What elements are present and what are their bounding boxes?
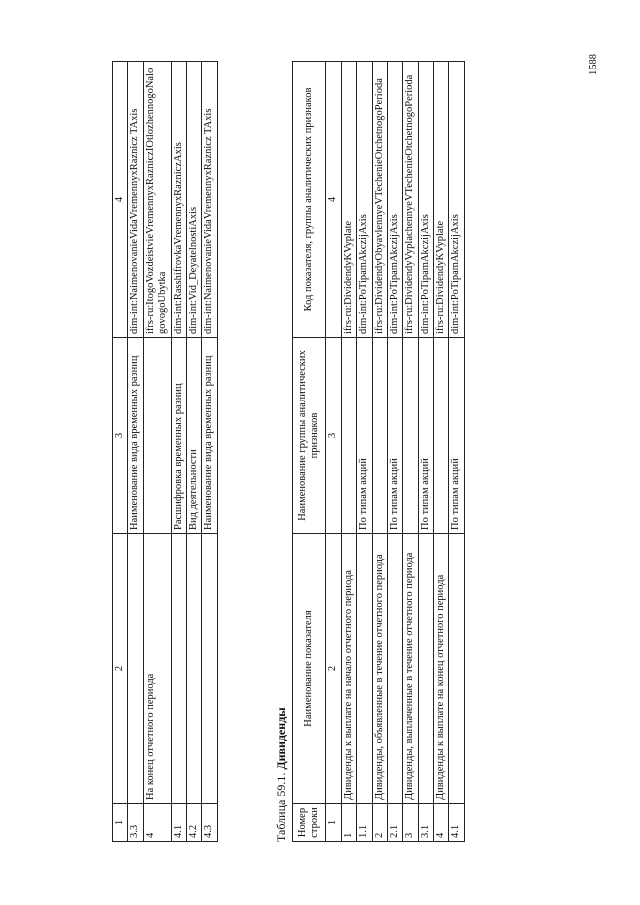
group-name (143, 338, 171, 534)
dividends-table (292, 61, 465, 842)
indicator-code: ifrs-ru:DividendyVyplachennyeVTechenieOtchetnogoPerioda (403, 62, 418, 338)
table-row (202, 62, 217, 842)
header-group-name: Наименование группы аналитических признаков (292, 338, 326, 534)
indicator-code: dim-int:NaimenovanieVidaVremennyxRaznicz TAxis (128, 62, 143, 338)
group-name: Вид деятельности (186, 338, 201, 534)
table-header-row (113, 62, 128, 842)
column-number: 1 (113, 804, 128, 842)
table-row (143, 62, 171, 842)
page-number: 1588 (588, 54, 599, 75)
row-number: 2.1 (387, 804, 402, 842)
group-name: По типам акций (449, 338, 464, 534)
row-number: 2 (372, 804, 387, 842)
column-number-row (326, 62, 341, 842)
row-number: 4 (143, 804, 171, 842)
table-header-row (292, 62, 326, 842)
group-name: Наименование вида временных разниц (202, 338, 217, 534)
indicator-code: dim-int:PoTipamAkczijAxis (449, 62, 464, 338)
row-number: 4.1 (171, 804, 186, 842)
indicator-name (387, 534, 402, 804)
table-row (186, 62, 201, 842)
indicator-code: dim-int:PoTipamAkczijAxis (387, 62, 402, 338)
column-number: 4 (113, 62, 128, 338)
column-number: 3 (326, 338, 341, 534)
group-name: По типам акций (357, 338, 372, 534)
row-number: 1 (341, 804, 356, 842)
table-row (418, 62, 433, 842)
row-number: 4.1 (449, 804, 464, 842)
caption-title: Дивиденды (273, 707, 288, 770)
table-row (357, 62, 372, 842)
indicator-code: ifrs-ru:DividendyObyavlennyeVTechenieOtchetnogoPerioda (372, 62, 387, 338)
indicator-name (171, 534, 186, 804)
indicator-name: Дивиденды, объявленные в течение отчетного периода (372, 534, 387, 804)
table-row (449, 62, 464, 842)
header-indicator-name: Наименование показателя (292, 534, 326, 804)
indicator-name (449, 534, 464, 804)
indicator-code: dim-int:PoTipamAkczijAxis (418, 62, 433, 338)
indicator-name (357, 534, 372, 804)
table-row (403, 62, 418, 842)
group-name: Расшифровка временных разниц (171, 338, 186, 534)
column-number: 2 (326, 534, 341, 804)
table-row (171, 62, 186, 842)
group-name: По типам акций (418, 338, 433, 534)
table-row (434, 62, 449, 842)
row-number: 3.3 (128, 804, 143, 842)
rotated-content (112, 62, 465, 842)
group-name: Наименование вида временных разниц (128, 338, 143, 534)
continuation-table (112, 61, 218, 842)
indicator-code: dim-int:Vid_DeyatelnostiAxis (186, 62, 201, 338)
column-number: 1 (326, 804, 341, 842)
table-row (128, 62, 143, 842)
group-name (372, 338, 387, 534)
table-row (372, 62, 387, 842)
indicator-name: Дивиденды к выплате на начало отчетного периода (341, 534, 356, 804)
row-number: 4.2 (186, 804, 201, 842)
indicator-name (418, 534, 433, 804)
row-number: 4.3 (202, 804, 217, 842)
indicator-code: ifrs-ru:DividendyKVyplate (434, 62, 449, 338)
row-number: 3 (403, 804, 418, 842)
column-number: 2 (113, 534, 128, 804)
indicator-code: dim-int:RasshifrovkaVremennyxRazniczAxis (171, 62, 186, 338)
indicator-name (128, 534, 143, 804)
indicator-code: ifrs-ru:ItogoVozdeistvieVremennyxRazniczIOtlozhennogoNalogovogoUbytka (143, 62, 171, 338)
table-row (341, 62, 356, 842)
group-name: По типам акций (387, 338, 402, 534)
header-row-number: Номер строки (292, 804, 326, 842)
indicator-name (186, 534, 201, 804)
column-number: 3 (113, 338, 128, 534)
row-number: 1.1 (357, 804, 372, 842)
indicator-name: На конец отчетного периода (143, 534, 171, 804)
indicator-name (202, 534, 217, 804)
column-number: 4 (326, 62, 341, 338)
header-indicator-code: Код показателя, группы аналитических признаков (292, 62, 326, 338)
indicator-code: dim-int:NaimenovanieVidaVremennyxRaznicz TAxis (202, 62, 217, 338)
group-name (434, 338, 449, 534)
row-number: 3.1 (418, 804, 433, 842)
indicator-code: ifrs-ru:DividendyKVyplate (341, 62, 356, 338)
row-number: 4 (434, 804, 449, 842)
table-caption (272, 62, 290, 842)
group-name (403, 338, 418, 534)
indicator-name: Дивиденды, выплаченные в течение отчетного периода (403, 534, 418, 804)
table-row (387, 62, 402, 842)
caption-prefix: Таблица 59.1. (273, 772, 288, 842)
indicator-name: Дивиденды к выплате на конец отчетного периода (434, 534, 449, 804)
indicator-code: dim-int:PoTipamAkczijAxis (357, 62, 372, 338)
group-name (341, 338, 356, 534)
